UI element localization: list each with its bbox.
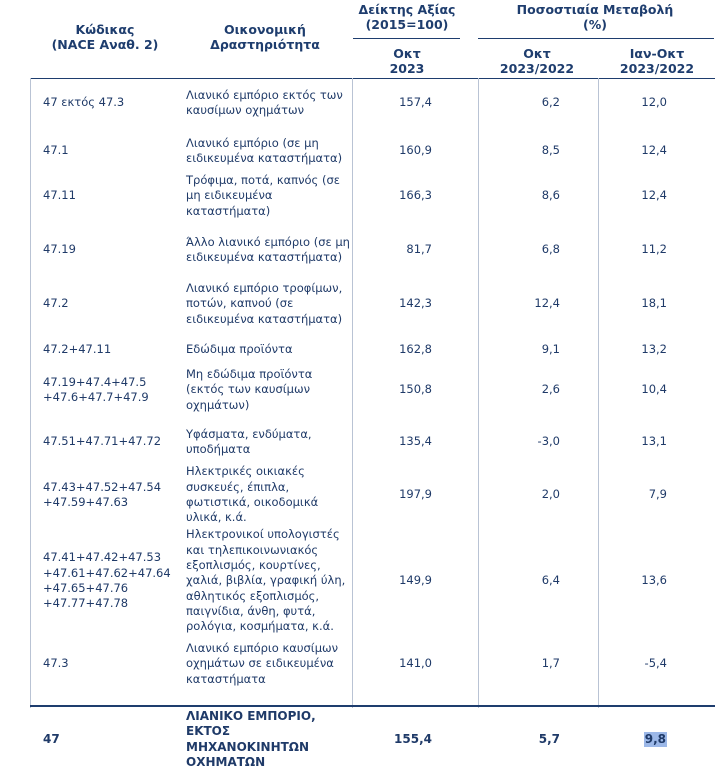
row-activity: Ηλεκτρονικοί υπολογιστές και τηλεπικοινωνιακός εξοπλισμός, κουρτίνες, χαλιά, βιβλία, γραφική ύλη, αθλητικός εξοπλισμός, παιγνίδια, άνθη, φυτά, ρολόγια, κοσμήματα, κ.ά. — [186, 527, 346, 634]
row-index-value: 160,9 — [399, 143, 432, 158]
row-yoy-change: 6,2 — [541, 95, 560, 110]
row-yoy-change: 12,4 — [534, 296, 560, 311]
row-activity: Άλλο λιανικό εμπόριο (σε μη ειδικευμένα καταστήματα) — [186, 234, 350, 264]
header-col-ytd: Ιαν-Οκτ 2023/2022 — [619, 46, 695, 76]
row-index-value: 150,8 — [399, 382, 432, 397]
row-ytd-change: 11,2 — [641, 242, 667, 257]
row-ytd-change: 12,0 — [641, 95, 667, 110]
row-ytd-change: 7,9 — [648, 487, 667, 502]
row-code: 47.1 — [43, 143, 69, 158]
row-ytd-change: 13,6 — [641, 573, 667, 588]
header-activity: Οικονομική Δραστηριότητα — [210, 22, 320, 52]
row-index-value: 166,3 — [399, 188, 432, 203]
row-code: 47.19+47.4+47.5 +47.6+47.7+47.9 — [43, 374, 149, 404]
header-change: Ποσοστιαία Μεταβολή (%) — [516, 2, 674, 32]
row-activity: Λιανικό εμπόριο (σε μη ειδικευμένα καταστήματα) — [186, 135, 343, 165]
row-ytd-change: 13,2 — [641, 342, 667, 357]
table-row — [0, 367, 727, 413]
table-row — [0, 281, 727, 327]
row-yoy-change: 1,7 — [541, 656, 560, 671]
row-index-value: 141,0 — [399, 656, 432, 671]
row-code: 47.3 — [43, 656, 69, 671]
row-index-value: 142,3 — [399, 296, 432, 311]
row-yoy-change: 9,1 — [541, 342, 560, 357]
row-code: 47.2 — [43, 296, 69, 311]
row-index-value: 135,4 — [399, 434, 432, 449]
row-index-value: 81,7 — [406, 242, 432, 257]
header-index: Δείκτης Αξίας (2015=100) — [358, 2, 456, 32]
header-col-yoy: Οκτ 2023/2022 — [499, 46, 575, 76]
row-yoy-change: 8,5 — [541, 143, 560, 158]
row-code: 47.41+47.42+47.53 +47.61+47.62+47.64 +47.65+47.76 +47.77+47.78 — [43, 550, 171, 611]
row-index-value: 149,9 — [399, 573, 432, 588]
row-index-value: 197,9 — [399, 487, 432, 502]
row-yoy-change: 2,0 — [541, 487, 560, 502]
row-index-value: 157,4 — [399, 95, 432, 110]
table-row — [0, 88, 727, 118]
total-activity: ΛΙΑΝΙΚΟ ΕΜΠΟΡΙΟ, ΕΚΤΟΣ ΜΗΧΑΝΟΚΙΝΗΤΩΝ ΟΧΗΜΑΤΩΝ — [186, 708, 316, 769]
row-code: 47.19 — [43, 242, 76, 257]
row-yoy-change: 6,4 — [541, 573, 560, 588]
header-code: Κώδικας (NACE Αναθ. 2) — [51, 22, 159, 52]
row-index-value: 162,8 — [399, 342, 432, 357]
table-row — [0, 173, 727, 219]
row-ytd-change: 12,4 — [641, 143, 667, 158]
row-ytd-change: 18,1 — [641, 296, 667, 311]
row-ytd-change: -5,4 — [644, 656, 667, 671]
row-code: 47.51+47.71+47.72 — [43, 434, 162, 449]
header-bottom-rule — [30, 78, 715, 79]
table-row — [0, 340, 727, 360]
row-activity: Λιανικό εμπόριο τροφίμων, ποτών, καπνού (σε ειδικευμένα καταστήματα) — [186, 281, 343, 326]
row-yoy-change: 2,6 — [541, 382, 560, 397]
row-ytd-change: 13,1 — [641, 434, 667, 449]
row-activity: Μη εδώδιμα προϊόντα (εκτός των καυσίμων οχημάτων) — [186, 367, 313, 412]
row-activity: Τρόφιμα, ποτά, καπνός (σε μη ειδικευμένα καταστήματα) — [186, 173, 340, 218]
row-ytd-change: 10,4 — [641, 382, 667, 397]
row-activity: Λιανικό εμπόριο καυσίμων οχημάτων σε ειδικευμένα καταστήματα — [186, 641, 339, 686]
total-index: 155,4 — [394, 731, 432, 746]
row-activity: Υφάσματα, ενδύματα, υποδήματα — [186, 426, 312, 456]
table-row — [0, 527, 727, 634]
total-code: 47 — [43, 731, 60, 746]
total-ytd: 9,8 — [644, 731, 666, 746]
header-col-index: Οκτ 2023 — [389, 46, 425, 76]
row-ytd-change: 12,4 — [641, 188, 667, 203]
header-index-rule — [353, 38, 460, 39]
table-row — [0, 136, 727, 166]
row-code: 47 εκτός 47.3 — [43, 95, 125, 110]
table-row — [0, 640, 727, 688]
table-row — [0, 466, 727, 524]
row-yoy-change: 8,6 — [541, 188, 560, 203]
row-code: 47.11 — [43, 188, 76, 203]
total-yoy: 5,7 — [538, 731, 560, 746]
table-row — [0, 428, 727, 456]
row-activity: Λιανικό εμπόριο εκτός των καυσίμων οχημάτων — [186, 87, 343, 117]
header-change-rule — [478, 38, 714, 39]
total-row — [0, 708, 727, 771]
row-yoy-change: -3,0 — [537, 434, 560, 449]
table-row — [0, 227, 727, 273]
total-rule — [30, 705, 715, 707]
row-code: 47.43+47.52+47.54 +47.59+47.63 — [43, 479, 162, 509]
total-ytd-cell — [600, 708, 667, 771]
row-code: 47.2+47.11 — [43, 342, 112, 357]
row-activity: Εδώδιμα προϊόντα — [186, 342, 293, 357]
row-yoy-change: 6,8 — [541, 242, 560, 257]
row-activity: Ηλεκτρικές οικιακές συσκευές, έπιπλα, φωτιστικά, οικοδομικά υλικά, κ.ά. — [186, 464, 319, 525]
